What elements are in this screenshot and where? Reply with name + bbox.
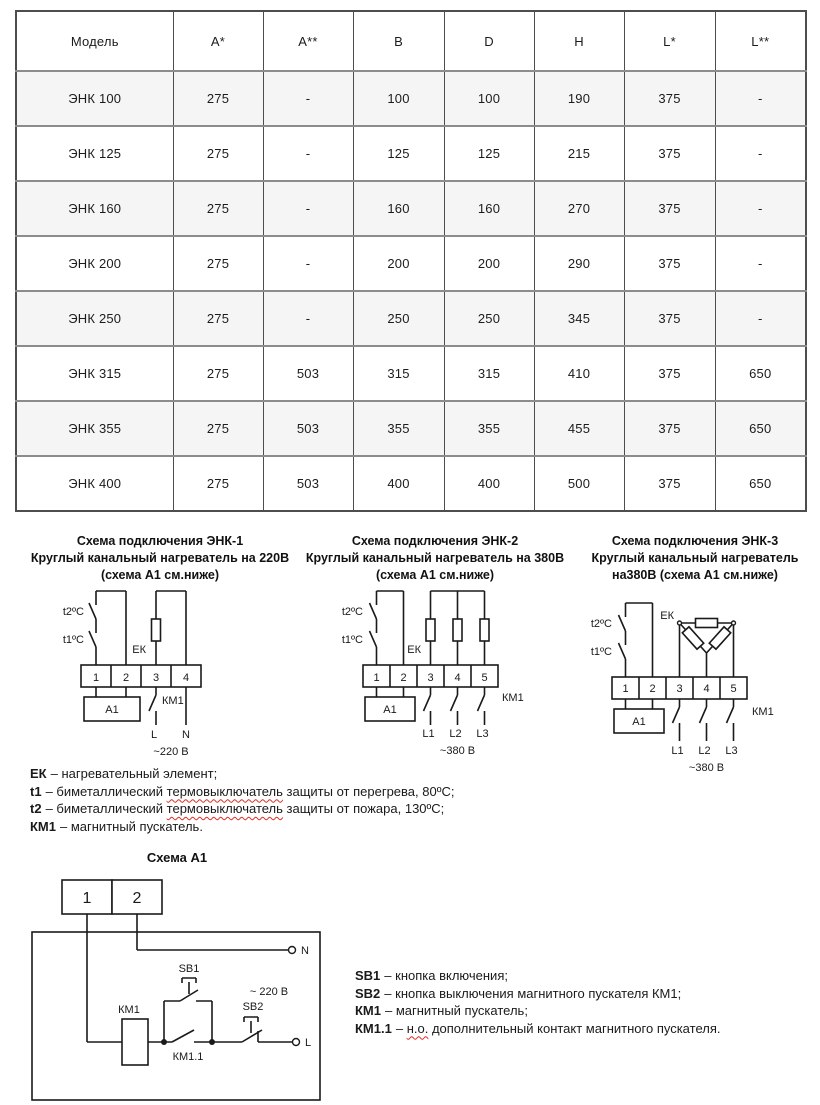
legend-text: – кнопка выключения магнитного пускателя КМ1;	[384, 985, 682, 1001]
value-cell: 270	[534, 181, 624, 236]
terminal-number: 3	[152, 672, 160, 684]
a1-label: А1	[632, 716, 646, 728]
legend-term: ЕК	[30, 766, 47, 781]
value-cell: 375	[624, 71, 715, 126]
t1-label: t1ºC	[590, 646, 612, 658]
voltage-label: ~ 220 В	[249, 986, 289, 998]
model-cell: ЭНК 400	[16, 456, 173, 511]
terminal-number: 1	[92, 672, 100, 684]
a1-label: А1	[105, 704, 119, 716]
legend-term: КМ1	[355, 1003, 381, 1018]
voltage-label: ~380 В	[439, 745, 476, 757]
voltage-label: ~380 В	[688, 762, 725, 774]
table-row	[16, 181, 806, 236]
model-cell: ЭНК 160	[16, 181, 173, 236]
schema-a1-schematic	[22, 870, 332, 1105]
terminal-number: 1	[622, 683, 629, 695]
diagram-enk2-title	[300, 533, 570, 584]
value-cell: -	[263, 181, 353, 236]
terminal-l	[293, 1039, 300, 1046]
value-cell: -	[715, 181, 806, 236]
value-cell: 650	[715, 456, 806, 511]
thermal-switch-blades	[89, 603, 96, 647]
title-line: Круглый канальный нагреватель на 220В	[30, 551, 290, 565]
value-cell: 100	[444, 71, 534, 126]
terminal-number: 3	[676, 683, 683, 695]
thermal-loop	[619, 603, 653, 677]
terminal-n	[289, 947, 296, 954]
value-cell: 345	[534, 291, 624, 346]
value-cell: 375	[624, 291, 715, 346]
table-row	[16, 236, 806, 291]
title-line: на380В (схема А1 см.ниже)	[612, 568, 778, 582]
heater-element	[453, 619, 462, 641]
legend-text: – магнитный пускатель.	[60, 818, 203, 834]
column-header: D	[444, 11, 534, 71]
heater-bank	[426, 591, 489, 665]
value-cell: 275	[173, 291, 263, 346]
diagram-enk3-schematic	[582, 585, 817, 795]
value-cell: 503	[263, 346, 353, 401]
heater-element	[682, 627, 703, 649]
column-header: L**	[715, 11, 806, 71]
model-cell: ЭНК 355	[16, 401, 173, 456]
km1-contacts	[673, 699, 734, 741]
t1-label: t1ºC	[62, 634, 84, 646]
t1-label: t1ºC	[341, 634, 363, 646]
diagram-enk2-schematic	[315, 585, 565, 775]
km1-label: КМ1	[502, 692, 524, 704]
legend-term: SB1	[355, 968, 381, 983]
column-header: Модель	[16, 11, 173, 71]
km1-coil	[122, 1019, 148, 1065]
legend-item	[30, 818, 454, 836]
terminal-number: 3	[427, 672, 434, 684]
title-line: (схема А1 см.ниже)	[100, 568, 220, 582]
title-line: Схема подключения ЭНК-3	[611, 534, 779, 548]
value-cell: 375	[624, 401, 715, 456]
value-cell: -	[715, 71, 806, 126]
legend-item	[30, 783, 454, 801]
km1-contact	[149, 687, 156, 725]
legend-item	[30, 800, 454, 818]
terminal-number: 1	[373, 672, 380, 684]
column-header: H	[534, 11, 624, 71]
km1-label: КМ1	[162, 695, 184, 707]
legend-item	[355, 1002, 720, 1020]
value-cell: 250	[353, 291, 444, 346]
terminal-number: 2	[132, 890, 142, 907]
terminal-number: 5	[730, 683, 737, 695]
heater-element	[709, 627, 730, 649]
a1-legs	[377, 687, 404, 697]
value-cell: 400	[444, 456, 534, 511]
value-cell: 275	[173, 71, 263, 126]
column-header: A**	[263, 11, 353, 71]
legend-text: – нагревательный элемент;	[50, 766, 218, 781]
value-cell: 290	[534, 236, 624, 291]
line-l2-label: L2	[449, 728, 462, 740]
terminal-number: 2	[400, 672, 407, 684]
value-cell: 160	[353, 181, 444, 236]
value-cell: 200	[353, 236, 444, 291]
value-cell: 650	[715, 346, 806, 401]
value-cell: 275	[173, 456, 263, 511]
legend-term: КМ1.1	[355, 1020, 392, 1036]
line-l3-label: L3	[725, 745, 738, 757]
thermal-loop	[89, 591, 126, 665]
legend-item	[30, 765, 454, 783]
dimensions-table	[15, 10, 807, 512]
terminal-number: 1	[82, 890, 92, 907]
legend-term: SB2	[355, 985, 381, 1001]
line-n-label: N	[301, 945, 309, 957]
value-cell: 315	[444, 346, 534, 401]
value-cell: 375	[624, 346, 715, 401]
legend-term: t2	[30, 801, 42, 816]
value-cell: 275	[173, 236, 263, 291]
column-header: B	[353, 11, 444, 71]
diagram-enk1-schematic	[20, 585, 300, 775]
value-cell: -	[263, 126, 353, 181]
value-cell: 315	[353, 346, 444, 401]
legend-text: – магнитный пускатель;	[385, 1003, 528, 1018]
title-line: Схема подключения ЭНК-1	[76, 534, 244, 548]
km1-contacts	[424, 687, 485, 725]
diagram-enk1-title	[15, 533, 305, 584]
line-l-label: L	[305, 1037, 312, 1049]
legend-spellcheck-word: термовыключатель	[166, 783, 283, 799]
value-cell: 200	[444, 236, 534, 291]
a1-legs	[96, 687, 126, 697]
line-l1-label: L1	[671, 745, 684, 757]
heater-delta	[678, 619, 736, 678]
legend-item	[355, 985, 720, 1003]
legend-text: – биметаллический	[45, 783, 167, 799]
legend-term: КМ1	[30, 818, 56, 834]
line-l-label: L	[150, 729, 158, 741]
value-cell: -	[715, 126, 806, 181]
thermal-loop	[370, 591, 404, 665]
title-line: (схема А1 см.ниже)	[375, 568, 495, 582]
value-cell: -	[263, 291, 353, 346]
value-cell: 275	[173, 126, 263, 181]
value-cell: 355	[353, 401, 444, 456]
value-cell: 375	[624, 181, 715, 236]
heater-element	[426, 619, 435, 641]
value-cell: 275	[173, 181, 263, 236]
value-cell: 400	[353, 456, 444, 511]
model-cell: ЭНК 250	[16, 291, 173, 346]
a1-enclosure	[32, 932, 320, 1100]
legend-text: – биметаллический	[45, 801, 167, 816]
model-cell: ЭНК 125	[16, 126, 173, 181]
legend-text: защиты от пожара, 130ºС;	[282, 801, 445, 816]
value-cell: 375	[624, 456, 715, 511]
value-cell: -	[263, 236, 353, 291]
terminal-number: 2	[122, 672, 130, 684]
heater-element	[480, 619, 489, 641]
value-cell: 650	[715, 401, 806, 456]
km1-label: КМ1	[752, 706, 774, 718]
value-cell: 250	[444, 291, 534, 346]
km11-label: КМ1.1	[172, 1051, 204, 1063]
a1-legs	[626, 699, 653, 709]
legend-text: –	[395, 1020, 407, 1036]
value-cell: 125	[353, 126, 444, 181]
wiring-legend	[30, 765, 454, 835]
dimensions-table-head	[16, 11, 806, 71]
value-cell: -	[715, 291, 806, 346]
t2-label: t2ºC	[590, 618, 612, 630]
a1-label: А1	[383, 704, 397, 716]
column-header: L*	[624, 11, 715, 71]
value-cell: 125	[444, 126, 534, 181]
model-cell: ЭНК 100	[16, 71, 173, 126]
schema-a1-title: Схема А1	[146, 850, 208, 865]
sb1-label: SB1	[178, 963, 200, 975]
value-cell: 275	[173, 346, 263, 401]
title-line: Схема подключения ЭНК-2	[351, 534, 519, 548]
thermal-switch-blades	[619, 615, 626, 659]
schema-a1-legend	[355, 967, 720, 1037]
value-cell: 190	[534, 71, 624, 126]
line-l1-label: L1	[422, 728, 435, 740]
title-line: Круглый канальный нагреватель на 380В	[305, 551, 565, 565]
model-cell: ЭНК 200	[16, 236, 173, 291]
value-cell: 455	[534, 401, 624, 456]
value-cell: 503	[263, 401, 353, 456]
value-cell: 500	[534, 456, 624, 511]
legend-item	[355, 1020, 720, 1038]
title-line: Круглый канальный нагреватель	[591, 551, 799, 565]
table-row	[16, 291, 806, 346]
value-cell: -	[715, 236, 806, 291]
model-cell: ЭНК 315	[16, 346, 173, 401]
km1-label: КМ1	[118, 1004, 140, 1016]
legend-item	[355, 967, 720, 985]
legend-spellcheck-word: н.о.	[406, 1020, 429, 1036]
value-cell: 160	[444, 181, 534, 236]
value-cell: 375	[624, 236, 715, 291]
sb2-label: SB2	[242, 1001, 264, 1013]
terminal-number: 5	[481, 672, 488, 684]
t2-label: t2ºC	[62, 606, 84, 618]
legend-text: – кнопка включения;	[384, 968, 508, 983]
ek-label: ЕК	[132, 644, 146, 656]
dimensions-table-body	[16, 71, 806, 511]
legend-spellcheck-word: термовыключатель	[166, 801, 283, 816]
heater-element	[696, 619, 718, 628]
legend-text: защиты от перегрева, 80ºС;	[282, 783, 455, 799]
legend-term: t1	[30, 783, 42, 799]
voltage-label: ~220 В	[153, 746, 189, 758]
value-cell: 375	[624, 126, 715, 181]
table-row	[16, 401, 806, 456]
table-row	[16, 71, 806, 126]
value-cell: 275	[173, 401, 263, 456]
legend-text: дополнительный контакт магнитного пускателя.	[428, 1020, 721, 1036]
ek-label: ЕК	[660, 610, 674, 622]
value-cell: 215	[534, 126, 624, 181]
heater-loop	[152, 591, 187, 665]
table-row	[16, 126, 806, 181]
terminal-number: 2	[649, 683, 656, 695]
value-cell: 100	[353, 71, 444, 126]
terminal-number: 4	[182, 672, 190, 684]
t2-label: t2ºC	[341, 606, 363, 618]
heater-element	[152, 619, 161, 641]
line-l3-label: L3	[476, 728, 489, 740]
table-row	[16, 346, 806, 401]
value-cell: 503	[263, 456, 353, 511]
value-cell: -	[263, 71, 353, 126]
ek-label: ЕК	[407, 644, 421, 656]
thermal-switch-blades	[370, 603, 377, 647]
line-l2-label: L2	[698, 745, 711, 757]
value-cell: 355	[444, 401, 534, 456]
column-header: A*	[173, 11, 263, 71]
line-n-label: N	[182, 729, 190, 741]
table-row	[16, 456, 806, 511]
terminal-number: 4	[703, 683, 710, 695]
terminal-number: 4	[454, 672, 461, 684]
value-cell: 410	[534, 346, 624, 401]
diagram-enk3-title	[580, 533, 810, 584]
